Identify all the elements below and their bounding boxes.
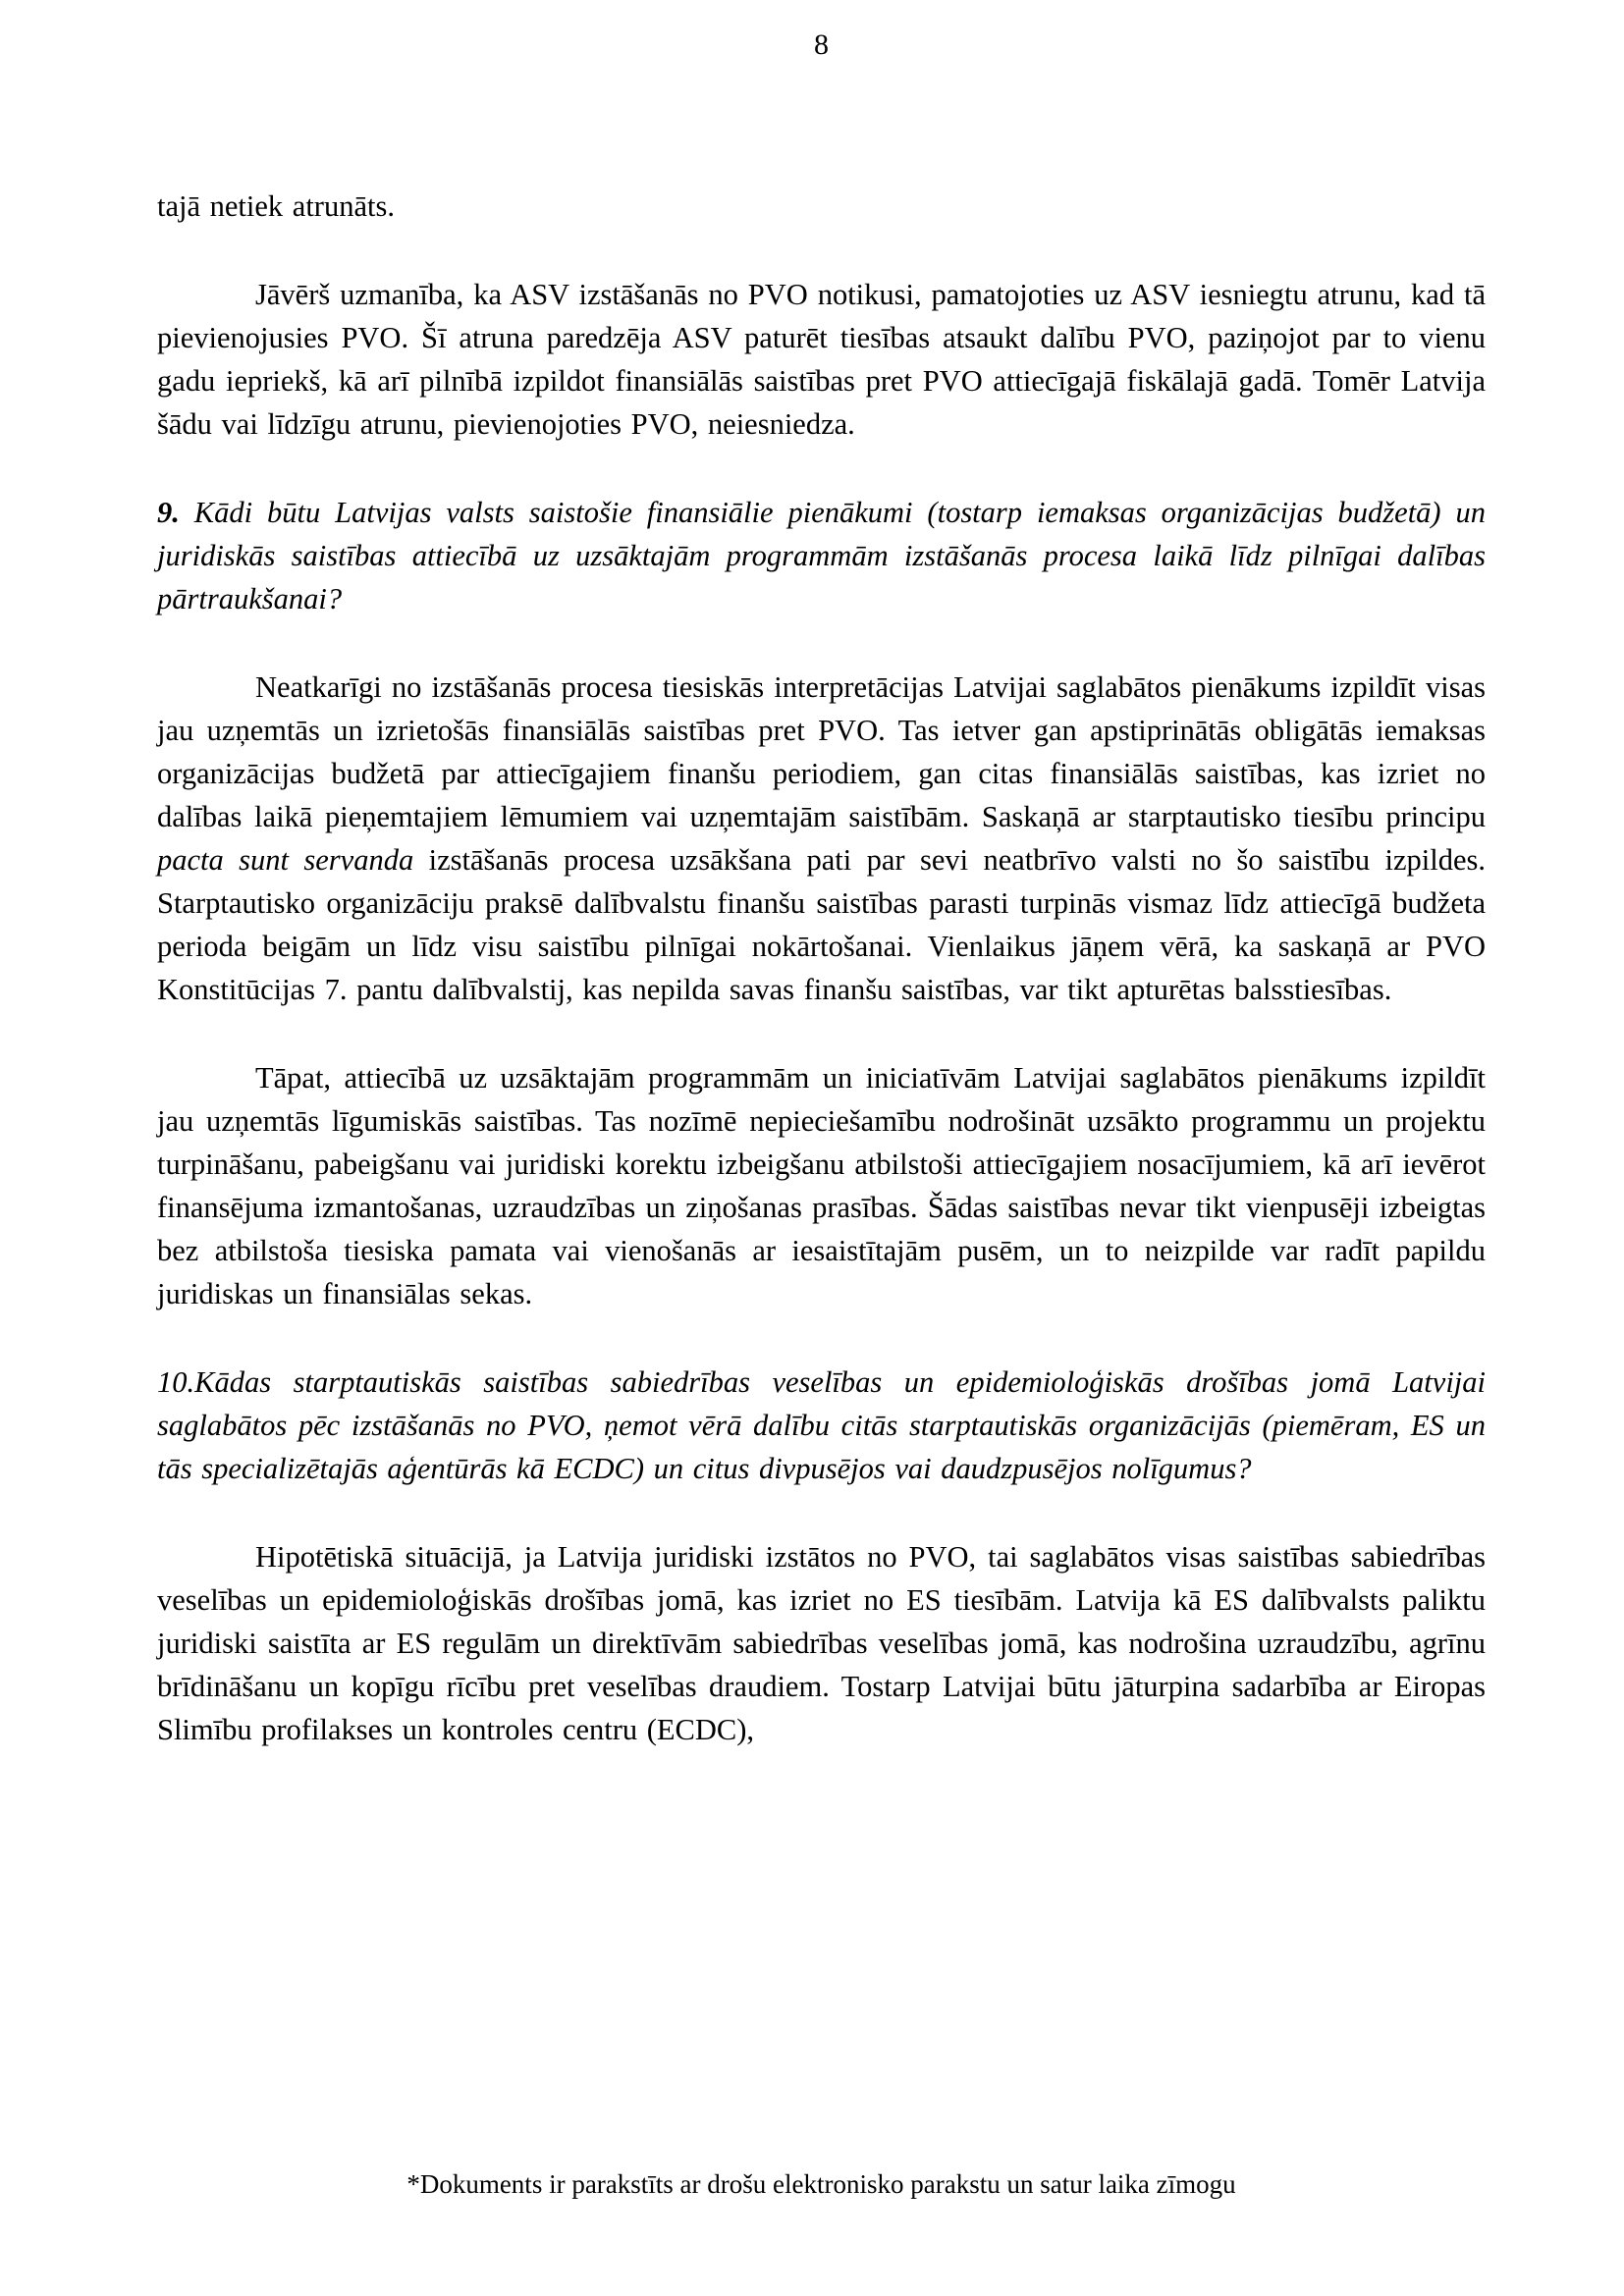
- question-9-text: Kādi būtu Latvijas valsts saistošie finansiālie pienākumi (tostarp iemaksas organizācijas budžetā) un juridiskās saistības attiecībā uz uzsāktajām programmām izstāšanās procesa laikā līdz pilnīgai dalības pārtraukšanai?: [157, 496, 1486, 615]
- question-10-text: Kādas starptautiskās saistības sabiedrības veselības un epidemioloģiskās drošības jomā Latvijai saglabātos pēc izstāšanās no PVO, ņemot vērā dalību citās starptautiskās organizācijās (piemēram, ES un tās specializētajās aģentūrās kā ECDC) un citus divpusējos vai daudzpusējos nolīgumus?: [157, 1365, 1486, 1485]
- question-10-heading: [157, 1361, 1486, 1490]
- paragraph-contractual-obligations-text: Tāpat, attiecībā uz uzsāktajām programmām un iniciatīvām Latvijai saglabātos pienākums izpildīt jau uzņemtās līgumiskās saistības. Tas nozīmē nepieciešamību nodrošināt uzsākto programmu un projektu turpināšanu, pabeigšanu vai juridiski korektu izbeigšanu atbilstoši attiecīgajiem nosacījumiem, kā arī ievērot finansējuma izmantošanas, uzraudzības un ziņošanas prasības. Šādas saistības nevar tikt vienpusēji izbeigtas bez atbilstoša tiesiska pamata vai vienošanās ar iesaistītajām pusēm, un to neizpilde var radīt papildu juridiskas un finansiālas sekas.: [157, 1061, 1486, 1310]
- paragraph-hypothetical-situation-text: Hipotētiskā situācijā, ja Latvija juridiski izstātos no PVO, tai saglabātos visas saistības sabiedrības veselības un epidemioloģiskās drošības jomā, kas izriet no ES tiesībām. Latvija kā ES dalībvalsts paliktu juridiski saistīta ar ES regulām un direktīvām sabiedrības veselības jomā, kas nodrošina uzraudzību, agrīnu brīdināšanu un kopīgu rīcību pret veselības draudiem. Tostarp Latvijai būtu jāturpina sadarbība ar Eiropas Slimību profilakses un kontroles centru (ECDC),: [157, 1540, 1486, 1746]
- question-9-heading: [157, 491, 1486, 620]
- paragraph-hypothetical-situation: [157, 1535, 1486, 1751]
- paragraph-asv-reservation-text: Jāvērš uzmanība, ka ASV izstāšanās no PVO notikusi, pamatojoties uz ASV iesniegtu atrunu, kad tā pievienojusies PVO. Šī atruna paredzēja ASV paturēt tiesības atsaukt dalību PVO, paziņojot par to vienu gadu iepriekš, kā arī pilnībā izpildot finansiālās saistības pret PVO attiecīgajā fiskālajā gadā. Tomēr Latvija šādu vai līdzīgu atrunu, pievienojoties PVO, neiesniedza.: [157, 278, 1486, 441]
- signature-footer: *Dokuments ir parakstīts ar drošu elektronisko parakstu un satur laika zīmogu: [406, 2169, 1236, 2199]
- page-content: [157, 26, 1486, 1751]
- question-9-number: 9.: [157, 496, 180, 529]
- paragraph-financial-obligations-segment-2: izstāšanās procesa uzsākšana pati par sevi neatbrīvo valsti no šo saistību izpildes. Starptautisko organizāciju praksē dalībvalstu finanšu saistības parasti turpinās vismaz līdz attiecīgā budžeta perioda beigām un līdz visu saistību pilnīgai nokārtošanai. Vienlaikus jāņem vērā, ka saskaņā ar PVO Konstitūcijas 7. pantu dalībvalstij, kas nepilda savas finanšu saistības, var tikt apturētas balsstiesības.: [157, 843, 1486, 1006]
- paragraph-continuation: [157, 185, 1486, 228]
- paragraph-continuation-text: tajā netiek atrunāts.: [157, 189, 395, 223]
- paragraph-contractual-obligations: [157, 1056, 1486, 1315]
- question-10-number: 10.: [157, 1365, 195, 1399]
- page-number: 8: [814, 28, 829, 61]
- paragraph-financial-obligations-segment-1: Neatkarīgi no izstāšanās procesa tiesiskās interpretācijas Latvijai saglabātos pienākums izpildīt visas jau uzņemtās un izrietošās finansiālās saistības pret PVO. Tas ietver gan apstiprinātās obligātās iemaksas organizācijas budžetā par attiecīgajiem finanšu periodiem, gan citas finansiālās saistības, kas izriet no dalības laikā pieņemtajiem lēmumiem vai uzņemtajām saistībām. Saskaņā ar starptautisko tiesību principu: [157, 670, 1486, 833]
- paragraph-asv-reservation: [157, 273, 1486, 446]
- latin-phrase-pacta-sunt-servanda: pacta sunt servanda: [157, 843, 414, 877]
- paragraph-financial-obligations: [157, 666, 1486, 1011]
